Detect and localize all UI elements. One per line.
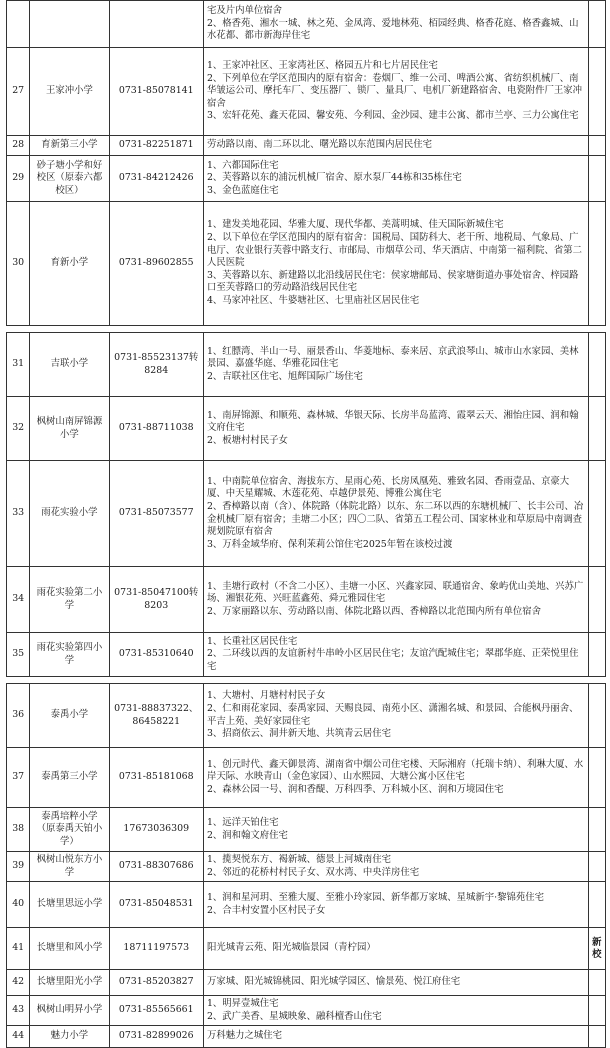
contact-phone: 0731-82899026 [109, 1026, 203, 1048]
remark [588, 852, 605, 882]
row-number: 27 [7, 48, 30, 136]
school-name: 泰禹第三小学 [30, 748, 109, 808]
enrollment-area [203, 882, 588, 928]
remark [588, 1, 605, 48]
table-row [7, 748, 606, 808]
table-row [7, 48, 606, 136]
table-row [7, 684, 606, 748]
row-number: 30 [7, 202, 30, 326]
area-line: 2、下列单位在学区范围内的原有宿舍：卷烟厂、维一公司、啤酒公寓、省纺织机械厂、南华皱运公司、摩托车厂、变压器厂、锁厂、量具厂、电机厂新建路宿舍、电瓷附件厂王家冲宿舍 [206, 72, 582, 109]
area-line: 2、以下单位在学区范围内的原有宿舍：国税局、国防科大、老干所、地税局、气象局、广电厅、农业银行芙蓉中路支行、市邮局、市烟草公司、华天酒店、中南第一福利院、省第二人民医院 [206, 232, 582, 269]
area-line: 2、合丰村安置小区村民子女 [206, 904, 326, 916]
row-number [7, 1, 30, 48]
enrollment-district-document [6, 0, 606, 1048]
remark [588, 1026, 605, 1048]
area-line: 2、润和翰文府住宅 [206, 829, 288, 841]
school-name: 吉联小学 [30, 333, 109, 397]
contact-phone: 0731-85203827 [109, 970, 203, 996]
area-line: 1、建发美地花园、华雅大厦、现代华都、美蒿明城、佳天国际新城住宅 [206, 219, 504, 231]
row-number: 42 [7, 970, 30, 996]
table-row [7, 996, 606, 1026]
enrollment-area [203, 1, 588, 48]
contact-phone: 0731-85078141 [109, 48, 203, 136]
row-number: 35 [7, 633, 30, 677]
remark [588, 156, 605, 202]
enrollment-area [203, 136, 588, 156]
area-line: 2、武广美香、星城映象、融科檀香山住宅 [206, 1010, 382, 1022]
row-number: 32 [7, 397, 30, 461]
enrollment-area [203, 156, 588, 202]
school-name: 枫树山悦东方小学 [30, 852, 109, 882]
row-number: 33 [7, 461, 30, 567]
contact-phone: 0731-85047100转8203 [109, 567, 203, 633]
school-district-table [6, 683, 606, 1048]
area-line: 2、万家丽路以东、劳动路以南、体院北路以西、香樟路以北范围内所有单位宿舍 [206, 605, 542, 617]
area-line: 3、万科金域华府、保利茉莉公馆住宅2025年暂在该校过渡 [206, 538, 453, 550]
remark [588, 996, 605, 1026]
table-row [7, 1, 606, 48]
school-name: 长塘里阳光小学 [30, 970, 109, 996]
remark [588, 397, 605, 461]
remark [588, 48, 605, 136]
area-line: 1、南屏锦源、和顺苑、森林城、华银天际、长房半岛蓝湾、霞翠云天、湘怡庄园、润和翰文府住宅 [206, 409, 579, 434]
remark [588, 333, 605, 397]
school-name: 泰禹培粹小学（原泰禹天铂小学） [30, 808, 109, 852]
school-district-table [6, 0, 606, 326]
area-line: 2、香樟路以南（含）、体院路（体院北路）以东、东二环以西的东塘机械厂、长丰公司、冶金机械厂原有宿舍；圭塘二小区；四〇二队、省第五工程公司、国家林业和草原局中南调查规划院原有宿舍 [206, 500, 584, 538]
area-line: 2、邻近的花桥村村民子女、双水湾、中央洋房住宅 [206, 866, 420, 878]
area-line: 万家城、阳光城锦桃园、阳光城学园区、愉景苑、悦江府住宅 [206, 976, 461, 988]
row-number: 29 [7, 156, 30, 202]
enrollment-area [203, 1026, 588, 1048]
area-line: 2、芙蓉路以东的浦沅机械厂宿舍、原水泵厂44栋和35栋住宅 [206, 172, 462, 184]
area-line: 1、远洋天铂住宅 [206, 816, 279, 828]
row-number: 43 [7, 996, 30, 1026]
contact-phone: 0731-85073577 [109, 461, 203, 567]
table-row [7, 333, 606, 397]
area-line: 1、大塘村、月塘村村民子女 [206, 690, 326, 702]
row-number: 39 [7, 852, 30, 882]
area-line: 3、芙蓉路以东、新建路以北沿线居民住宅：侯家塘邮局、侯家塘街道办事处宿舍、梓园路口至芙蓉路口的劳动路沿线居民住宅 [206, 269, 579, 294]
remark [588, 567, 605, 633]
row-number: 37 [7, 748, 30, 808]
remark [588, 202, 605, 326]
area-line: 阳光城青云苑、阳光城临景园（青柠园） [206, 942, 376, 954]
area-line: 2、格香苑、湘水一城、林之苑、金凤湾、爱地林苑、栢园经典、格香花庭、格香鑫城、山水花都、都市新海岸住宅 [206, 17, 579, 42]
contact-phone: 0731-85048531 [109, 882, 203, 928]
row-number: 31 [7, 333, 30, 397]
row-number: 41 [7, 928, 30, 970]
enrollment-area [203, 748, 588, 808]
area-line: 1、圭塘行政村（不含二小区）、圭塘一小区、兴鑫家园、联通宿舍、象屿优山美地、兴苏广场、湘银花苑、兴旺蓝鑫苑、舜元雅园住宅 [206, 580, 584, 605]
table-row [7, 1026, 606, 1048]
school-name: 枫树山南屏锦源小学 [30, 397, 109, 461]
table-row [7, 633, 606, 677]
contact-phone: 18711197573 [109, 928, 203, 970]
table-row [7, 202, 606, 326]
area-line: 1、润和星河玥、至雅大厦、至雅小玲家园、新华都万家城、星城新宇·黎锦苑住宅 [206, 891, 545, 903]
table-row [7, 567, 606, 633]
enrollment-area [203, 684, 588, 748]
contact-phone [109, 1, 203, 48]
area-line: 2、仁和雨花家园、泰禹家园、天赐良园、南苑小区、潇湘名城、和景园、合能枫丹丽舍、平吉上苑、美好家园住宅 [206, 702, 579, 727]
school-name: 泰禹小学 [30, 684, 109, 748]
enrollment-area [203, 461, 588, 567]
enrollment-area [203, 202, 588, 326]
table-row [7, 136, 606, 156]
contact-phone: 0731-88837322、86458221 [109, 684, 203, 748]
area-line: 1、王家冲社区、王家湾社区、格园五片和七片居民住宅 [206, 60, 438, 72]
area-line: 劳动路以南、南二环以北、曙光路以东范围内居民住宅 [206, 139, 432, 151]
area-line: 3、金色蓝庭住宅 [206, 184, 279, 196]
contact-phone: 17673036309 [109, 808, 203, 852]
school-name: 雨花实验小学 [30, 461, 109, 567]
contact-phone: 0731-89602855 [109, 202, 203, 326]
school-name: 长塘里和风小学 [30, 928, 109, 970]
area-line: 1、揽契悦东方、褐新城、德景上河城南住宅 [206, 853, 392, 865]
table-row [7, 156, 606, 202]
row-number: 44 [7, 1026, 30, 1048]
area-line: 1、明昇壹城住宅 [206, 997, 279, 1009]
table-row [7, 852, 606, 882]
remark [588, 684, 605, 748]
school-name: 雨花实验第二小学 [30, 567, 109, 633]
contact-phone: 0731-88711038 [109, 397, 203, 461]
contact-phone: 0731-85523137转8284 [109, 333, 203, 397]
area-line: 2、板塘村村民子女 [206, 434, 288, 446]
area-line: 万科魅力之城住宅 [206, 1030, 282, 1042]
row-number: 40 [7, 882, 30, 928]
enrollment-area [203, 928, 588, 970]
row-number: 38 [7, 808, 30, 852]
school-name [30, 1, 109, 48]
area-line: 3、宏轩花苑、鑫天花园、馨安苑、今利园、金沙园、建丰公寓、都市兰亭、三力公寓住宅 [206, 110, 579, 122]
remark [588, 808, 605, 852]
remark [588, 136, 605, 156]
school-district-table [6, 332, 606, 677]
remark [588, 882, 605, 928]
school-name: 雨花实验第四小学 [30, 633, 109, 677]
area-line: 2、吉联社区住宅、旭辉国际广场住宅 [206, 370, 363, 382]
area-line: 宅及片内单位宿舍 [206, 5, 282, 17]
school-name: 魅力小学 [30, 1026, 109, 1048]
enrollment-area [203, 397, 588, 461]
enrollment-area [203, 567, 588, 633]
school-name: 王家冲小学 [30, 48, 109, 136]
enrollment-area [203, 808, 588, 852]
enrollment-area [203, 970, 588, 996]
row-number: 36 [7, 684, 30, 748]
remark [588, 461, 605, 567]
contact-phone: 0731-85310640 [109, 633, 203, 677]
table-row [7, 882, 606, 928]
contact-phone: 0731-85565661 [109, 996, 203, 1026]
remark [588, 748, 605, 808]
row-number: 34 [7, 567, 30, 633]
contact-phone: 0731-84212426 [109, 156, 203, 202]
table-row [7, 928, 606, 970]
enrollment-area [203, 333, 588, 397]
area-line: 1、六都国际住宅 [206, 159, 279, 171]
school-name: 砂子塘小学和好校区（原泰六都校区） [30, 156, 109, 202]
area-line: 4、马家冲社区、牛婆塘社区、七里庙社区居民住宅 [206, 294, 420, 306]
enrollment-area [203, 996, 588, 1026]
area-line: 1、创元时代、鑫天御景湾、湖南省中烟公司住宅楼、天际湘府（托瑞卡纳）、利琳大厦、水岸天际、水映青山（金色家园）、山水熙园、大塘公寓小区住宅 [206, 758, 584, 783]
contact-phone: 0731-88307686 [109, 852, 203, 882]
area-line: 1、中南院单位宿舍、海拔东方、星雨心苑、长房凤凰苑、雅致名园、香雨壹品、京豪大厦、中天星耀城、木莲花苑、卓越伊景苑、博雅公寓住宅 [206, 475, 570, 500]
contact-phone: 0731-85181068 [109, 748, 203, 808]
table-row [7, 970, 606, 996]
area-line: 2、二环线以西的友谊新村牛串岭小区居民住宅；友谊汽配城住宅；翠郡华庭、正荣悦里住宅 [206, 648, 579, 672]
contact-phone: 0731-82251871 [109, 136, 203, 156]
row-number: 28 [7, 136, 30, 156]
school-name: 长塘里思远小学 [30, 882, 109, 928]
school-name: 枫树山明昇小学 [30, 996, 109, 1026]
enrollment-area [203, 852, 588, 882]
school-name: 育新小学 [30, 202, 109, 326]
area-line: 2、森林公园一号、润和香醍、万科四季、万科城小区、润和万境园住宅 [206, 783, 504, 795]
enrollment-area [203, 633, 588, 677]
remark: 新校 [588, 928, 605, 970]
remark [588, 633, 605, 677]
area-line: 1、红膘湾、半山一号、丽景香山、华菱地标、泰来居、京武浪琴山、城市山水家园、美林景园、嘉盛华庭、华雅花园住宅 [206, 345, 579, 370]
table-row [7, 808, 606, 852]
area-line: 1、长重社区居民住宅 [206, 635, 298, 647]
area-line: 3、招商依云、洞井新天地、共筑青云居住宅 [206, 728, 392, 740]
remark [588, 970, 605, 996]
school-name: 育新第三小学 [30, 136, 109, 156]
table-row [7, 397, 606, 461]
enrollment-area [203, 48, 588, 136]
table-row [7, 461, 606, 567]
